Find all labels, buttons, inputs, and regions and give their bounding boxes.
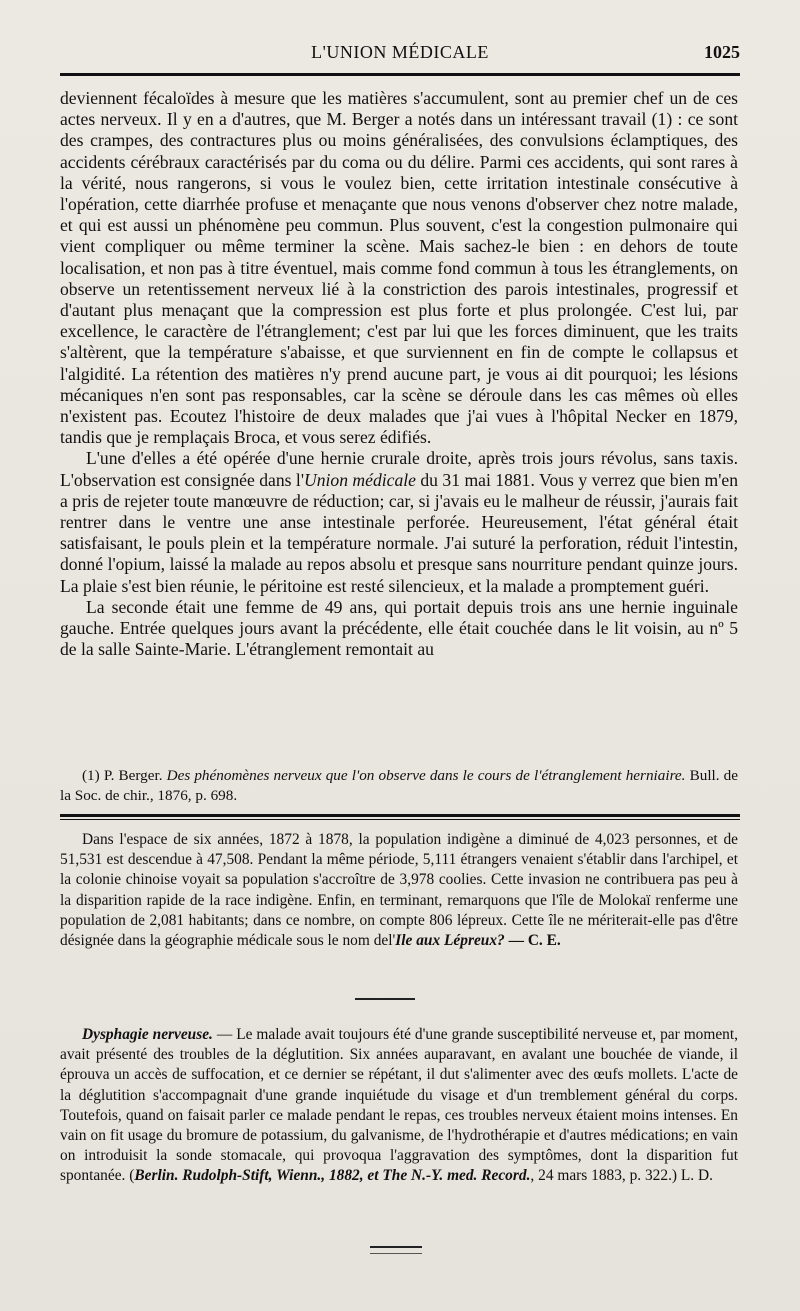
page-number: 1025	[704, 42, 740, 62]
signature: — C. E.	[504, 932, 561, 950]
paragraph	[60, 1025, 738, 1187]
article-block	[60, 1025, 738, 1187]
journal-title: Union médicale	[304, 469, 416, 490]
italic-phrase: Ile aux Lépreux?	[395, 932, 505, 950]
footnote-ref: Bull. de la Soc. de chir., 1876, p. 698.	[60, 767, 738, 804]
paragraph-text: — Le malade avait toujours été d'une grande susceptibilité nerveuse et, par moment, avait présenté des troubles de la déglutition. Six années auparavant, en avalant une bouchée de viande, il éprouva un accès de suffocation, et ce dernier se répétant, il dut s'alimenter avec des œufs mollets. L'acte de la déglutition s'accompagnait d'une grande inquiétude du visage et d'un tremblement général du corps. Toutefois, quand on faisait parler ce malade pendant le repas, ces troubles nerveux étaient moins intenses. En vain on fit usage du bromure de potassium, du galvanisme, de l'hydrothérapie et d'autres médications; en vain on introduisit la sonde stomacale, qui provoqua l'aggravation des symptômes, dont la disparition fut spontanée. (	[60, 1026, 738, 1185]
paragraph-text: L'une d'elles a été opérée d'une hernie crurale droite, après trois jours révolus, sans taxis. L'observation est consignée dans l'	[60, 448, 738, 490]
header-rule	[60, 73, 740, 76]
page-header	[60, 42, 740, 76]
paragraph: deviennent fécaloïdes à mesure que les matières s'accumulent, sont au premier chef un de ces actes nerveux. Il y en a d'autres, que M. Berger a notés dans un intéressant travail (1) : ce sont des crampes, des contractures plus ou moins généralisées, des convulsions éclamptiques, des accidents cérébraux caractérisés par du coma ou du délire. Parmi ces accidents, qui sont rares à la vérité, nous rangerons, si vous le voulez bien, cette irritation intestinale consécutive à l'opération, cette diarrhée profuse et menaçante que nous venons d'observer chez notre malade, et qui est aussi un phénomène peu commun. Plus souvent, c'est la congestion pulmonaire qui vient compliquer ou même terminer la scène. Mais sachez-le bien : en dehors de toute localisation, et non pas à titre éventuel, mais comme fond commun à tous les étranglements, on observe un retentissement nerveux lié à la constriction des parois intestinales, progressif et d'autant plus menaçant que la compression est plus forte et plus prolongée. C'est lui, par excellence, le caractère de l'étranglement; c'est par lui que les forces diminuent, que les traits s'altèrent, que la température s'abaisse, et que surviennent en fin de compte le collapsus et l'algidité. La rétention des matières n'y prend aucune part, je vous ai dit pourquoi; les lésions mécaniques n'en sont pas responsables, car la scène se déroule dans les cas mêmes où elles n'existent pas. Ecoutez l'histoire de deux malades que j'ai vues à l'hôpital Necker en 1879, tandis que je remplaçais Broca, et vous serez édifiés.	[60, 88, 738, 448]
paragraph	[60, 830, 738, 951]
footnote	[60, 766, 738, 806]
running-title: L'UNION MÉDICALE	[311, 42, 489, 62]
end-ornament	[370, 1246, 422, 1254]
separator-dash	[355, 998, 415, 1000]
paragraph-text: Dans l'espace de six années, 1872 à 1878, la population indigène a diminué de 4,023 personnes, et de 51,531 est descendue à 47,508. Pendant la même période, 5,111 étrangers venaient s'établir dans l'archipel, et la colonie chinoise voyait sa population s'accroître de 3,978 coolies. Cette invasion ne contribuera pas peu à la disparition rapide de la race indigène. Enfin, en terminant, remarquons que l'île de Molokaï renferme une population de 2,081 habitants; dans ce nombre, on compte 806 lépreux. Cette île ne mériterait-elle pas d'être désignée dans la géographie médicale sous le nom del'	[60, 831, 738, 950]
section-rule	[60, 814, 740, 817]
paragraph: La seconde était une femme de 49 ans, qui portait depuis trois ans une hernie inguinale gauche. Entrée quelques jours avant la précédente, elle était couchée dans le lit voisin, au nº 5 de la salle Sainte-Marie. L'étranglement remontait au	[60, 596, 738, 660]
article-heading: Dysphagie nerveuse.	[82, 1026, 213, 1043]
article-block	[60, 830, 738, 951]
main-text	[60, 88, 738, 660]
paragraph-text: du 31 mai 1881. Vous y verrez que bien m'en a pris de rejeter toute manœuvre de réduction; car, si j'avais eu le malheur de réussir, j'aurais fait rentrer dans le ventre une anse intestinale perforée. Heureusement, l'état général était satisfaisant, le pouls plein et la température normale. J'ai suturé la perforation, réduit l'intestin, donné l'opium, laissé la malade au repos absolu et presque sans nourriture pendant quinze jours. La plaie s'est bien réunie, le péritoine est resté silencieux, et la malade a promptement guéri.	[60, 469, 739, 596]
source-citation: Berlin. Rudolph-Stift, Wienn., 1882, et The N.-Y. med. Record.	[134, 1167, 531, 1185]
footnote-marker: (1) P. Berger.	[82, 767, 163, 784]
footnote-title: Des phénomènes nerveux que l'on observe dans le cours de l'étranglement herniaire.	[166, 767, 686, 784]
footnote-text	[60, 766, 738, 806]
paragraph-text: , 24 mars 1883, p. 322.) L. D.	[530, 1167, 713, 1185]
paragraph	[60, 448, 738, 596]
section-rule	[60, 819, 740, 820]
